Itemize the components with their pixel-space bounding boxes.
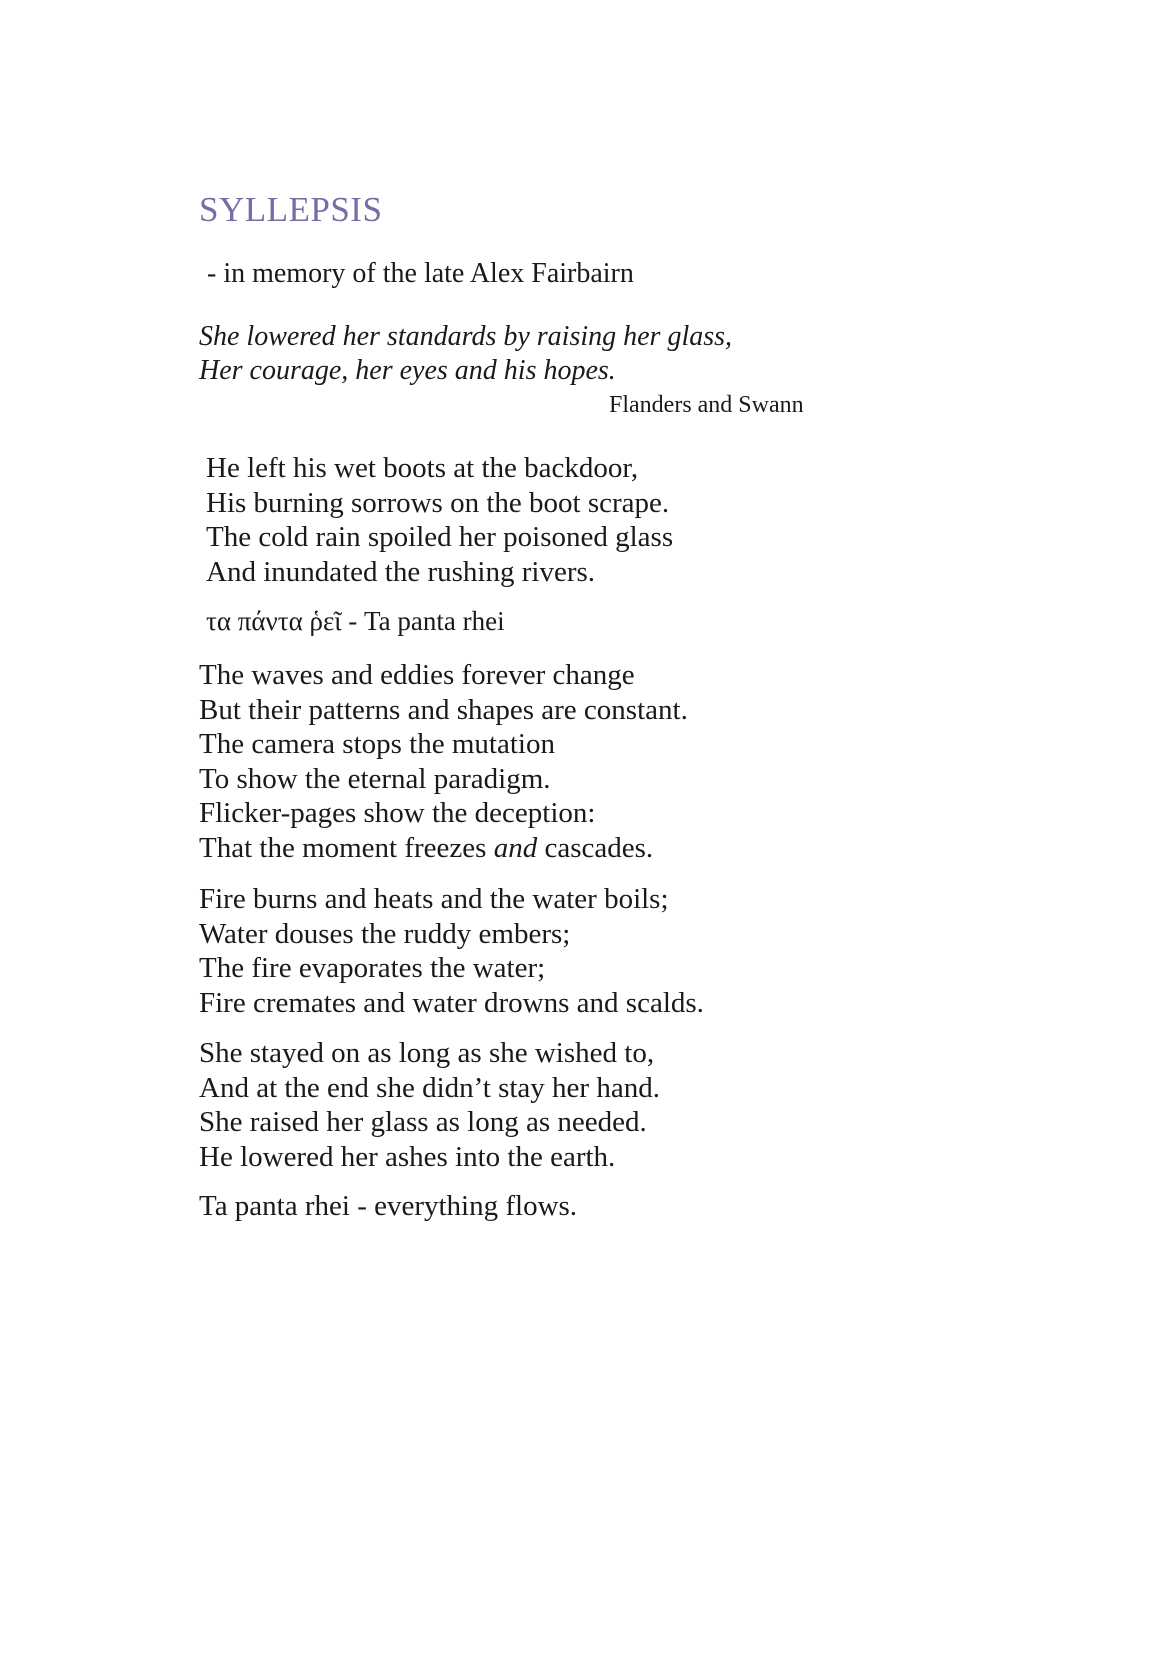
line-text: cascades. <box>537 831 654 864</box>
stanza-line: Fire burns and heats and the water boils; <box>199 883 669 915</box>
epigraph-line: Her courage, her eyes and his hopes. <box>199 355 616 386</box>
stanza-line: The cold rain spoiled her poisoned glass <box>206 521 674 553</box>
stanza-line: He lowered her ashes into the earth. <box>199 1140 616 1173</box>
stanza-line: The fire evaporates the water; <box>199 952 546 984</box>
stanza-2 <box>199 658 688 865</box>
stanza-line: And inundated the rushing rivers. <box>206 555 596 588</box>
stanza-line: His burning sorrows on the boot scrape. <box>206 486 670 519</box>
stanza-line: Fire cremates and water drowns and scalds. <box>199 986 704 1019</box>
stanza-1 <box>206 451 673 589</box>
stanza-line-with-emphasis <box>199 831 688 866</box>
stanza-4 <box>199 1036 660 1174</box>
stanza-line: To show the eternal paradigm. <box>199 762 551 795</box>
stanza-line: The camera stops the mutation <box>199 728 555 760</box>
emphasized-word: and <box>493 831 538 864</box>
poem-title: SYLLEPSIS <box>199 190 383 229</box>
stanza-line: But their patterns and shapes are constant. <box>199 693 688 726</box>
stanza-line: Flicker-pages show the deception: <box>199 797 596 829</box>
dedication: - in memory of the late Alex Fairbairn <box>207 258 634 289</box>
stanza-line: And at the end she didn’t stay her hand. <box>199 1071 660 1104</box>
stanza-line: She stayed on as long as she wished to, <box>199 1037 655 1069</box>
epigraph-attribution: Flanders and Swann <box>609 392 804 418</box>
stanza-line: Water douses the ruddy embers; <box>199 917 571 950</box>
epigraph <box>199 320 732 388</box>
greek-refrain: τα πάντα ῥεῖ - Ta panta rhei <box>206 606 505 636</box>
epigraph-line: She lowered her standards by raising her glass, <box>199 321 733 352</box>
stanza-line: He left his wet boots at the backdoor, <box>206 452 639 484</box>
stanza-line: The waves and eddies forever change <box>199 659 635 691</box>
stanza-3 <box>199 882 704 1020</box>
stanza-line: She raised her glass as long as needed. <box>199 1106 647 1138</box>
line-text: That the moment freezes <box>199 831 494 864</box>
closing-line: Ta panta rhei - everything flows. <box>199 1190 578 1222</box>
